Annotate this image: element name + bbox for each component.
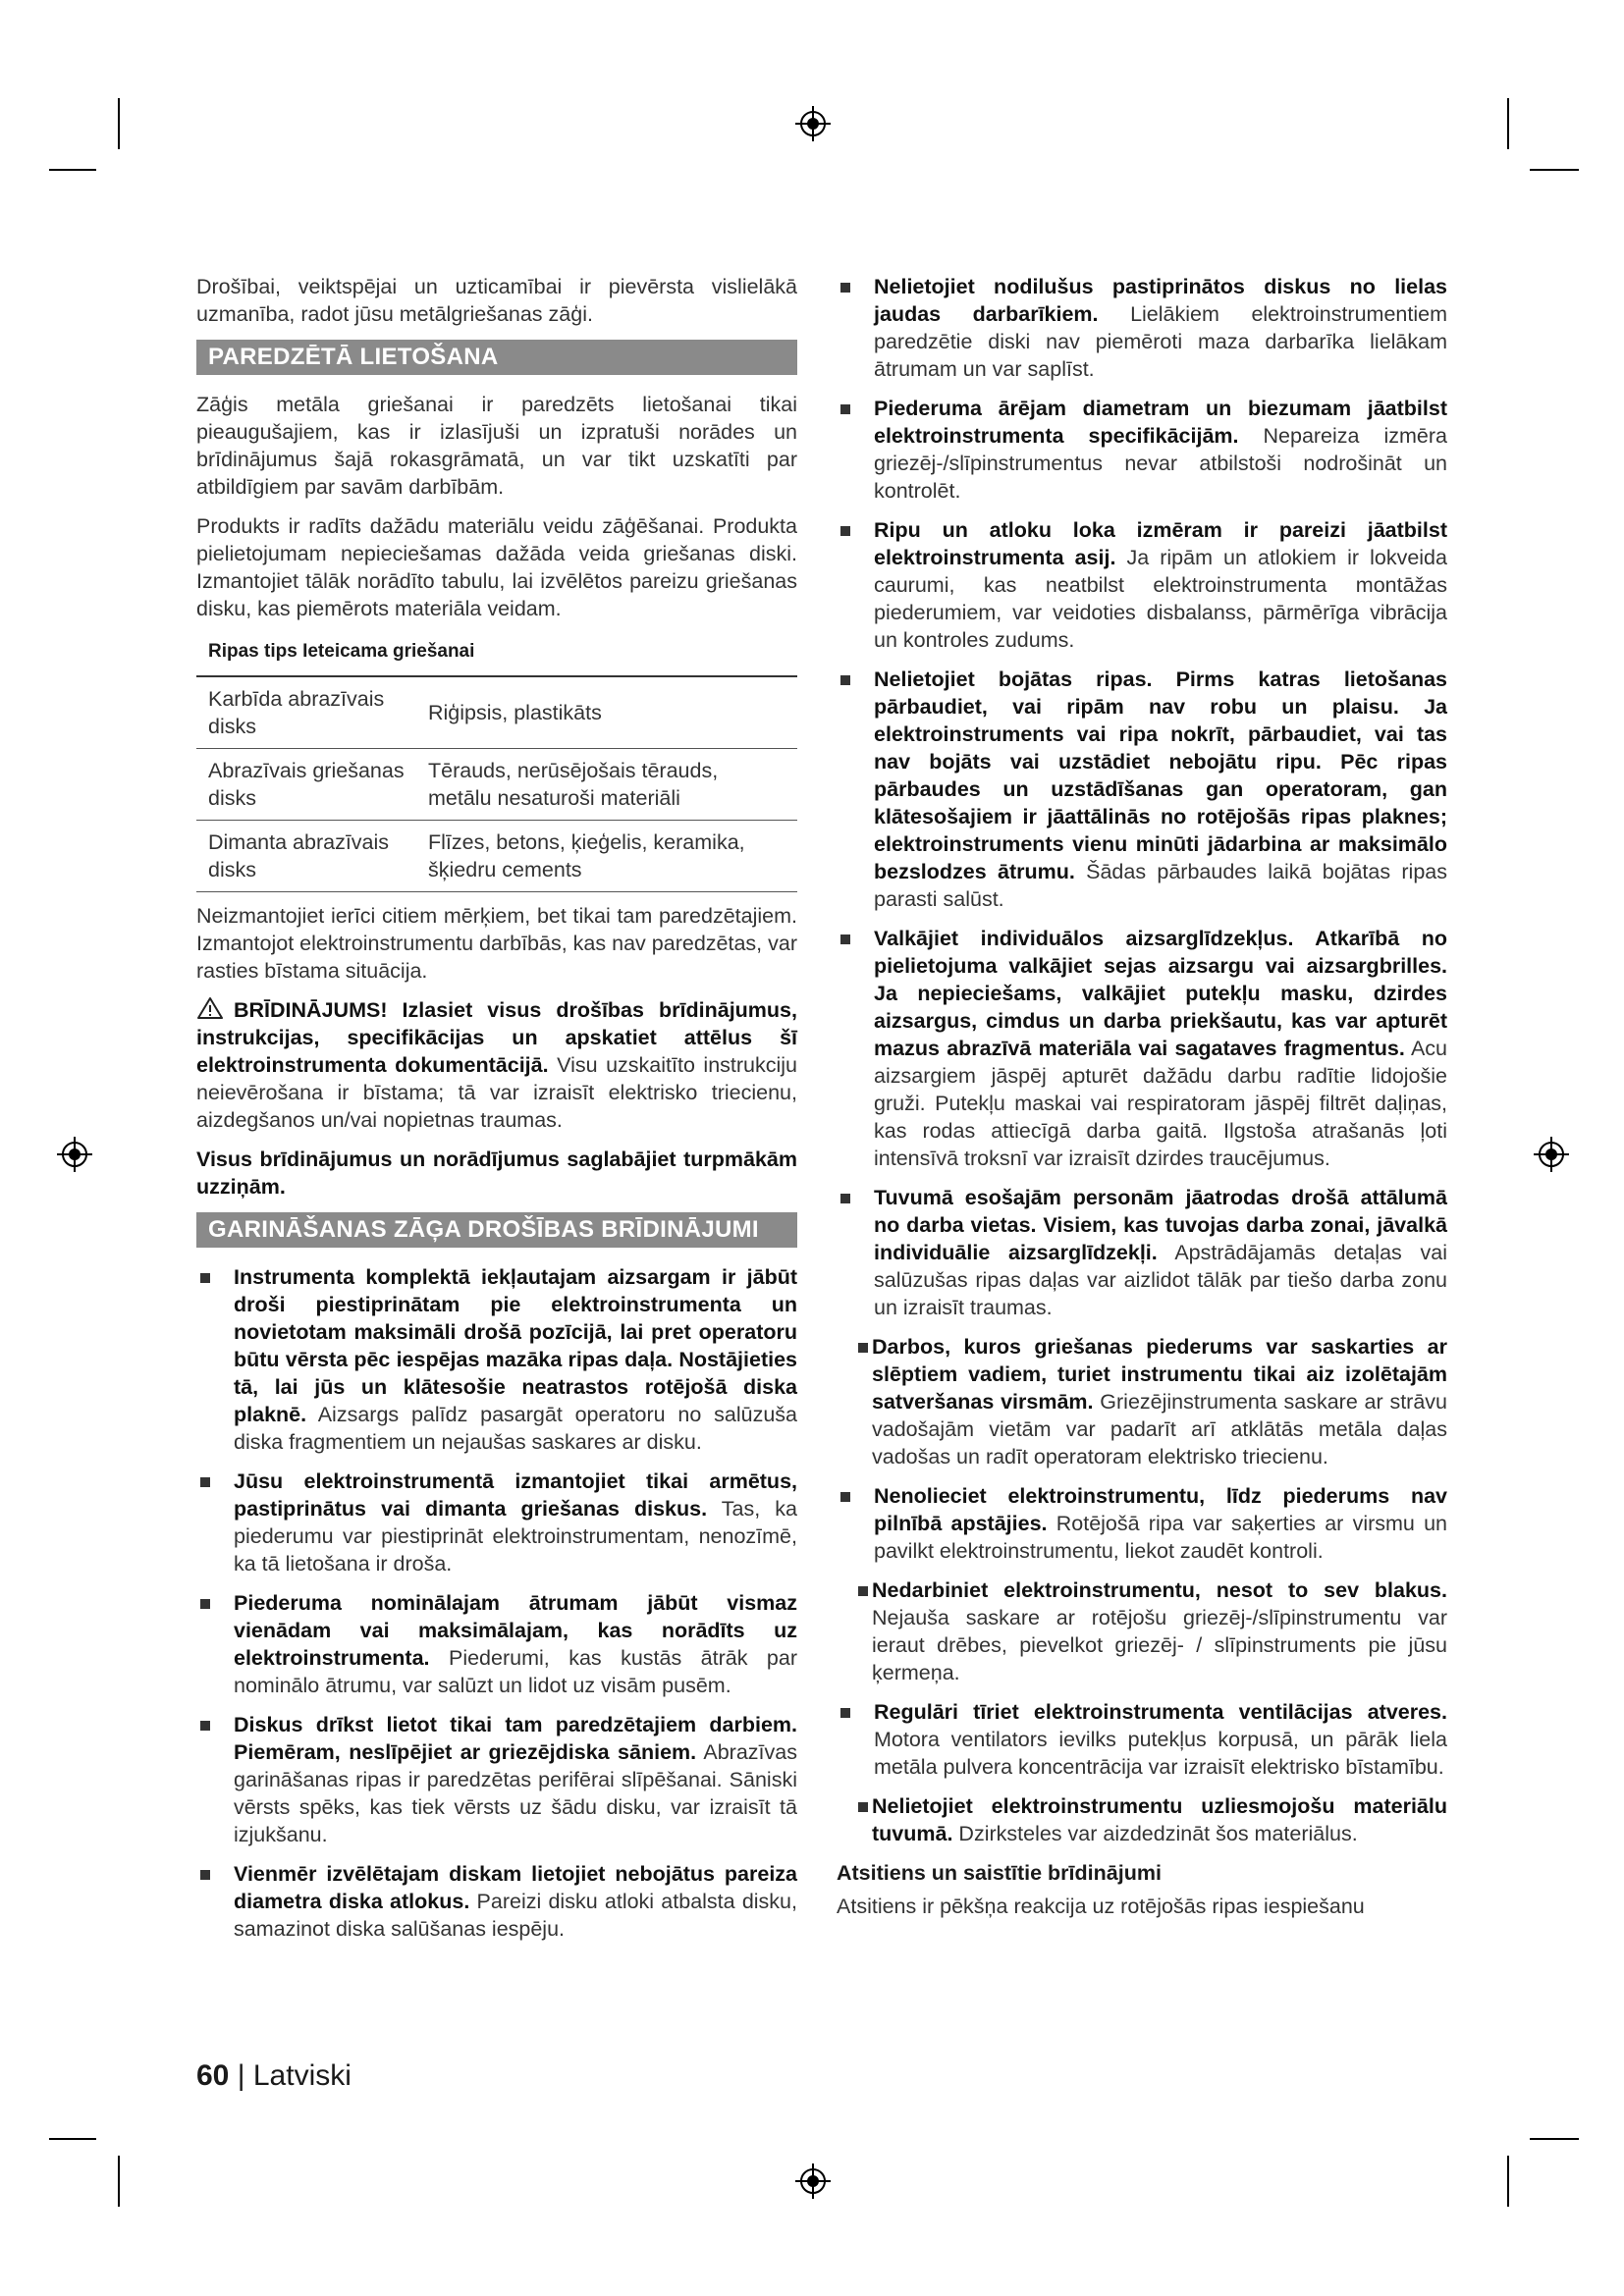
section-heading-intended-use: PAREDZĒTĀ LIETOŠANA [196, 340, 797, 375]
warning-list-item [837, 1698, 1447, 1781]
crop-mark [49, 2138, 96, 2140]
bullet-square-icon [200, 1599, 210, 1609]
warning-list-item [196, 1860, 797, 1943]
crop-mark [1530, 169, 1579, 171]
disk-use-cell: Flīzes, betons, ķieģelis, keramika, šķiedru cements [416, 821, 797, 892]
kickback-subheading: Atsitiens un saistītie brīdinājumi [837, 1861, 1162, 1885]
warning-item-bold: Darbos, kuros griešanas piederums var saskarties ar slēptiem vadiem, turiet instrumentu tikai aiz izolētajām satveršanas virsmām. [872, 1335, 1447, 1414]
bullet-square-icon [840, 283, 850, 293]
warning-item-text: Dzirksteles var aizdedzināt šos materiālus. [958, 1822, 1358, 1845]
warning-list-item [837, 1184, 1447, 1321]
crop-mark [118, 2156, 120, 2207]
table-caption: Ripas tips Ieteicama griešanai [196, 634, 797, 677]
right-warning-list [837, 273, 1447, 1847]
left-column [196, 273, 797, 1954]
warning-item-text: Acu aizsargiem jāspēj apturēt dažādu darbu radītie lidojošie gruži. Putekļu maskai vai respiratoram jāspēj filtrēt daļiņas, kas rodas attiecīgā darba gaitā. Ilgstoša atrašanās ļoti intensīvā troksnī var izraisīt dzirdes traucējumus. [874, 1037, 1447, 1170]
warning-triangle-icon [196, 996, 224, 1020]
page-footer [196, 2059, 352, 2093]
materials-paragraph: Produkts ir radīts dažādu materiālu veidu zāģēšanai. Produkta pielietojumam nepieciešamas dažāda veida griešanas diski. Izmantojiet tālāk norādīto tabulu, lai izvēlētos pareizu griešanas disku, kas piemērots materiāla veidam. [196, 514, 797, 620]
warning-item-text: Šādas pārbaudes laikā bojātas ripas parasti salūst. [874, 860, 1447, 911]
warning-item-text: Griezējinstrumenta saskare ar strāvu vadošajām vietām var padarīt arī atklātās metāla daļas vadošas un radīt operatoram elektrisko triecienu. [872, 1390, 1447, 1468]
bullet-square-icon [200, 1477, 210, 1487]
warning-list-item [837, 925, 1447, 1172]
warning-list-item [196, 1468, 797, 1577]
warning-list-item [837, 1792, 1447, 1847]
crop-mark [1507, 2156, 1509, 2207]
warning-item-bold: Instrumenta komplektā iekļautajam aizsargam ir jābūt droši piestiprinātam pie elektroinstrumenta un novietotam maksimāli drošā pozīcijā, lai pret operatoru būtu vērsta pēc iespējas mazāka ripas daļa. Nostājieties tā, lai jūs un klātesošie neatrastos rotējošā diska plaknē. [234, 1265, 797, 1426]
registration-mark-icon [1532, 1135, 1571, 1174]
warning-item-bold: Jūsu elektroinstrumentā izmantojiet tikai armētus, pastiprinātus vai dimanta griešanas diskus. [234, 1469, 797, 1521]
page-number: 60 [196, 2059, 230, 2092]
warning-list-item [196, 1263, 797, 1456]
warning-item-text: Nejauša saskare ar rotējošu griezēj-/slīpinstrumentu var ieraut drēbes, pievelkot griezēj- / slīpinstruments pie jūsu ķermeņa. [872, 1606, 1447, 1684]
kickback-paragraph: Atsitiens ir pēkšņa reakcija uz rotējošās ripas iespiešanu [837, 1895, 1365, 1918]
warning-item-text: Nepareiza izmēra griezēj-/slīpinstrumentus nevar atbilstoši nodrošināt un kontrolēt. [874, 424, 1447, 503]
bullet-square-icon [840, 1194, 850, 1203]
warning-item-bold: Nenolieciet elektroinstrumentu, līdz piederums nav pilnībā apstājies. [874, 1484, 1447, 1535]
warning-bold-text: BRĪDINĀJUMS! Izlasiet visus drošības brīdinājumus, instrukcijas, specifikācijas un apskatiet attēlus šī elektroinstrumenta dokumentācijā. [196, 998, 797, 1077]
bullet-square-icon [840, 1492, 850, 1502]
warning-list-item [196, 1589, 797, 1699]
warning-list-item [837, 1333, 1447, 1470]
warning-item-text: Motora ventilators ievilks putekļus korpusā, un pārāk liela metāla pulvera koncentrācija var izraisīt elektrisko bīstamību. [874, 1728, 1447, 1779]
warning-list-item [837, 1482, 1447, 1565]
warning-item-bold: Ripu un atloku loka izmēram ir pareizi jāatbilst elektroinstrumenta asij. [874, 518, 1447, 569]
disk-use-cell: Tērauds, nerūsējošais tērauds, metālu nesaturoši materiāli [416, 749, 797, 821]
disk-type-table [196, 634, 797, 892]
warning-item-text: Lielākiem elektroinstrumentiem paredzētie diski nav piemēroti maza darbarīka lielākam ātrumam un var saplīst. [874, 302, 1447, 381]
warning-list-item [837, 666, 1447, 913]
warning-list-item [837, 395, 1447, 505]
bullet-square-icon [858, 1802, 868, 1812]
bullet-square-icon [840, 1708, 850, 1718]
bullet-square-icon [200, 1721, 210, 1731]
warning-item-bold: Vienmēr izvēlētajam diskam lietojiet nebojātus pareiza diametra diska atlokus. [234, 1862, 797, 1913]
warning-item-bold: Piederuma nominālajam ātrumam jābūt vismaz vienādam vai maksimālajam, kas norādīts uz elektroinstrumenta. [234, 1591, 797, 1670]
registration-mark-icon [793, 104, 833, 143]
bullet-square-icon [200, 1273, 210, 1283]
crop-mark [49, 169, 96, 171]
warning-item-bold: Nedarbiniet elektroinstrumentu, nesot to sev blakus. [872, 1578, 1447, 1602]
warning-item-bold: Piederuma ārējam diametram un biezumam jāatbilst elektroinstrumenta specifikācijām. [874, 397, 1447, 448]
misuse-paragraph: Neizmantojiet ierīci citiem mērķiem, bet tikai tam paredzētajiem. Izmantojot elektroinstrumentu darbībās, kas nav paredzētas, var rasties bīstama situācija. [196, 904, 797, 983]
warning-list-item [837, 1576, 1447, 1686]
disk-use-cell: Riģipsis, plastikāts [416, 677, 797, 749]
bullet-square-icon [858, 1343, 868, 1353]
bullet-square-icon [840, 526, 850, 536]
disk-type-cell: Abrazīvais griešanas disks [196, 749, 416, 821]
crop-mark [1530, 2138, 1579, 2140]
disk-type-cell: Karbīda abrazīvais disks [196, 677, 416, 749]
warning-text: Visu uzskaitīto instrukciju neievērošana ir bīstama; tā var izraisīt elektrisko triecienu, aizdegšanos un/vai nopietnas traumas. [196, 1053, 797, 1132]
disk-type-cell: Dimanta abrazīvais disks [196, 821, 416, 892]
bullet-square-icon [840, 404, 850, 414]
keep-notice: Visus brīdinājumus un norādījumus saglabājiet turpmākām uzziņām. [196, 1148, 797, 1199]
crop-mark [118, 98, 120, 149]
bullet-square-icon [840, 675, 850, 685]
bullet-square-icon [200, 1870, 210, 1880]
right-column [837, 273, 1447, 1932]
warning-item-text: Abrazīvas garināšanas ripas ir paredzētas perifērai slīpēšanai. Sāniski vērsts spēks, kas tiek vērsts uz šādu disku, var izraisīt tā izjukšanu. [234, 1740, 797, 1846]
footer-language: Latviski [252, 2059, 352, 2092]
table-row [196, 821, 797, 892]
intended-use-paragraph: Zāģis metāla griešanai ir paredzēts lietošanai tikai pieaugušajiem, kas ir izlasījuši un izpratuši norādes un brīdinājumus šajā rokasgrāmatā, un var tikt uzskatīti par atbildīgiem par savām darbībām. [196, 393, 797, 499]
bullet-square-icon [840, 934, 850, 944]
registration-mark-icon [55, 1135, 94, 1174]
warning-item-text: Piederumi, kas kustās ātrāk par nominālo ātrumu, var salūzt un lidot uz visām pusēm. [234, 1646, 797, 1697]
table-row [196, 749, 797, 821]
warning-paragraph [196, 996, 797, 1134]
crop-mark [1507, 98, 1509, 149]
warning-item-bold: Regulāri tīriet elektroinstrumenta ventilācijas atveres. [874, 1700, 1447, 1724]
warning-item-text: Aizsargs palīdz pasargāt operatoru no salūzuša diska fragmentiem un nejaušas saskares ar disku. [234, 1403, 798, 1454]
bullet-square-icon [858, 1586, 868, 1596]
warning-item-text: Tas, ka piederumu var piestiprināt elektroinstrumentam, nenozīmē, ka tā lietošana ir droša. [234, 1497, 797, 1575]
warning-item-text: Rotējošā ripa var saķerties ar virsmu un pavilkt elektroinstrumentu, liekot zaudēt kontroli. [874, 1512, 1448, 1563]
warning-list-item [196, 1711, 797, 1848]
warning-item-bold: Tuvumā esošajām personām jāatrodas drošā attālumā no darba vietas. Visiem, kas tuvojas darba zonai, jāvalkā individuālie aizsarglīdzekļi. [874, 1186, 1447, 1264]
footer-separator: | [237, 2059, 245, 2092]
table-row [196, 677, 797, 749]
left-warning-list [196, 1263, 797, 1943]
intro-paragraph: Drošībai, veiktspējai un uzticamībai ir pievērsta vislielākā uzmanība, radot jūsu metālgriešanas zāģi. [196, 275, 797, 326]
warning-item-text: Ja ripām un atlokiem ir lokveida caurumi, kas neatbilst elektroinstrumenta montāžas piederumiem, var veidoties disbalanss, pārmērīga vibrācija un kontroles zudums. [874, 546, 1447, 652]
warning-list-item [837, 516, 1447, 654]
registration-mark-icon [793, 2162, 833, 2201]
warning-item-bold: Nelietojiet bojātas ripas. Pirms katras lietošanas pārbaudiet, vai ripām nav robu un plaisu. Ja elektroinstruments vai ripa nokrīt, pārbaudiet, vai tas nav bojāts vai uzstādiet nebojātu ripu. Pēc ripas pārbaudes un uzstādīšanas gan operatoram, gan klātesošajiem ir jāattālinās no rotējošās ripas plaknes; elektroinstruments vienu minūti jādarbina ar maksimālo bezslodzes ātrumu. [874, 667, 1447, 883]
warning-item-text: Apstrādājamās detaļas vai salūzušas ripas daļas var aizlidot tālāk par tiešo darba zonu un izraisīt traumas. [874, 1241, 1447, 1319]
warning-item-text: Pareizi disku atloki atbalsta disku, samazinot diska salūšanas iespēju. [234, 1890, 797, 1941]
warning-item-bold: Nelietojiet nodilušus pastiprinātos diskus no lielas jaudas darbarīkiem. [874, 275, 1447, 326]
warning-item-bold: Valkājiet individuālos aizsarglīdzekļus. Atkarībā no pielietojuma valkājiet sejas aizsargu vai aizsargbrilles. Ja nepieciešams, valkājiet putekļu masku, dzirdes aizsargus, cimdus un darba priekšautu, kas var apturēt mazus abrazīvā materiāla vai sagataves fragmentus. [874, 927, 1447, 1060]
warning-item-bold: Nelietojiet elektroinstrumentu uzliesmojošu materiālu tuvumā. [872, 1794, 1447, 1845]
warning-list-item [837, 273, 1447, 383]
warning-item-bold: Diskus drīkst lietot tikai tam paredzētajiem darbiem. Piemēram, neslīpējiet ar griezējdiska sāniem. [234, 1713, 797, 1764]
section-heading-safety-warnings: GARINĀŠANAS ZĀĢA DROŠĪBAS BRĪDINĀJUMI [196, 1212, 797, 1248]
